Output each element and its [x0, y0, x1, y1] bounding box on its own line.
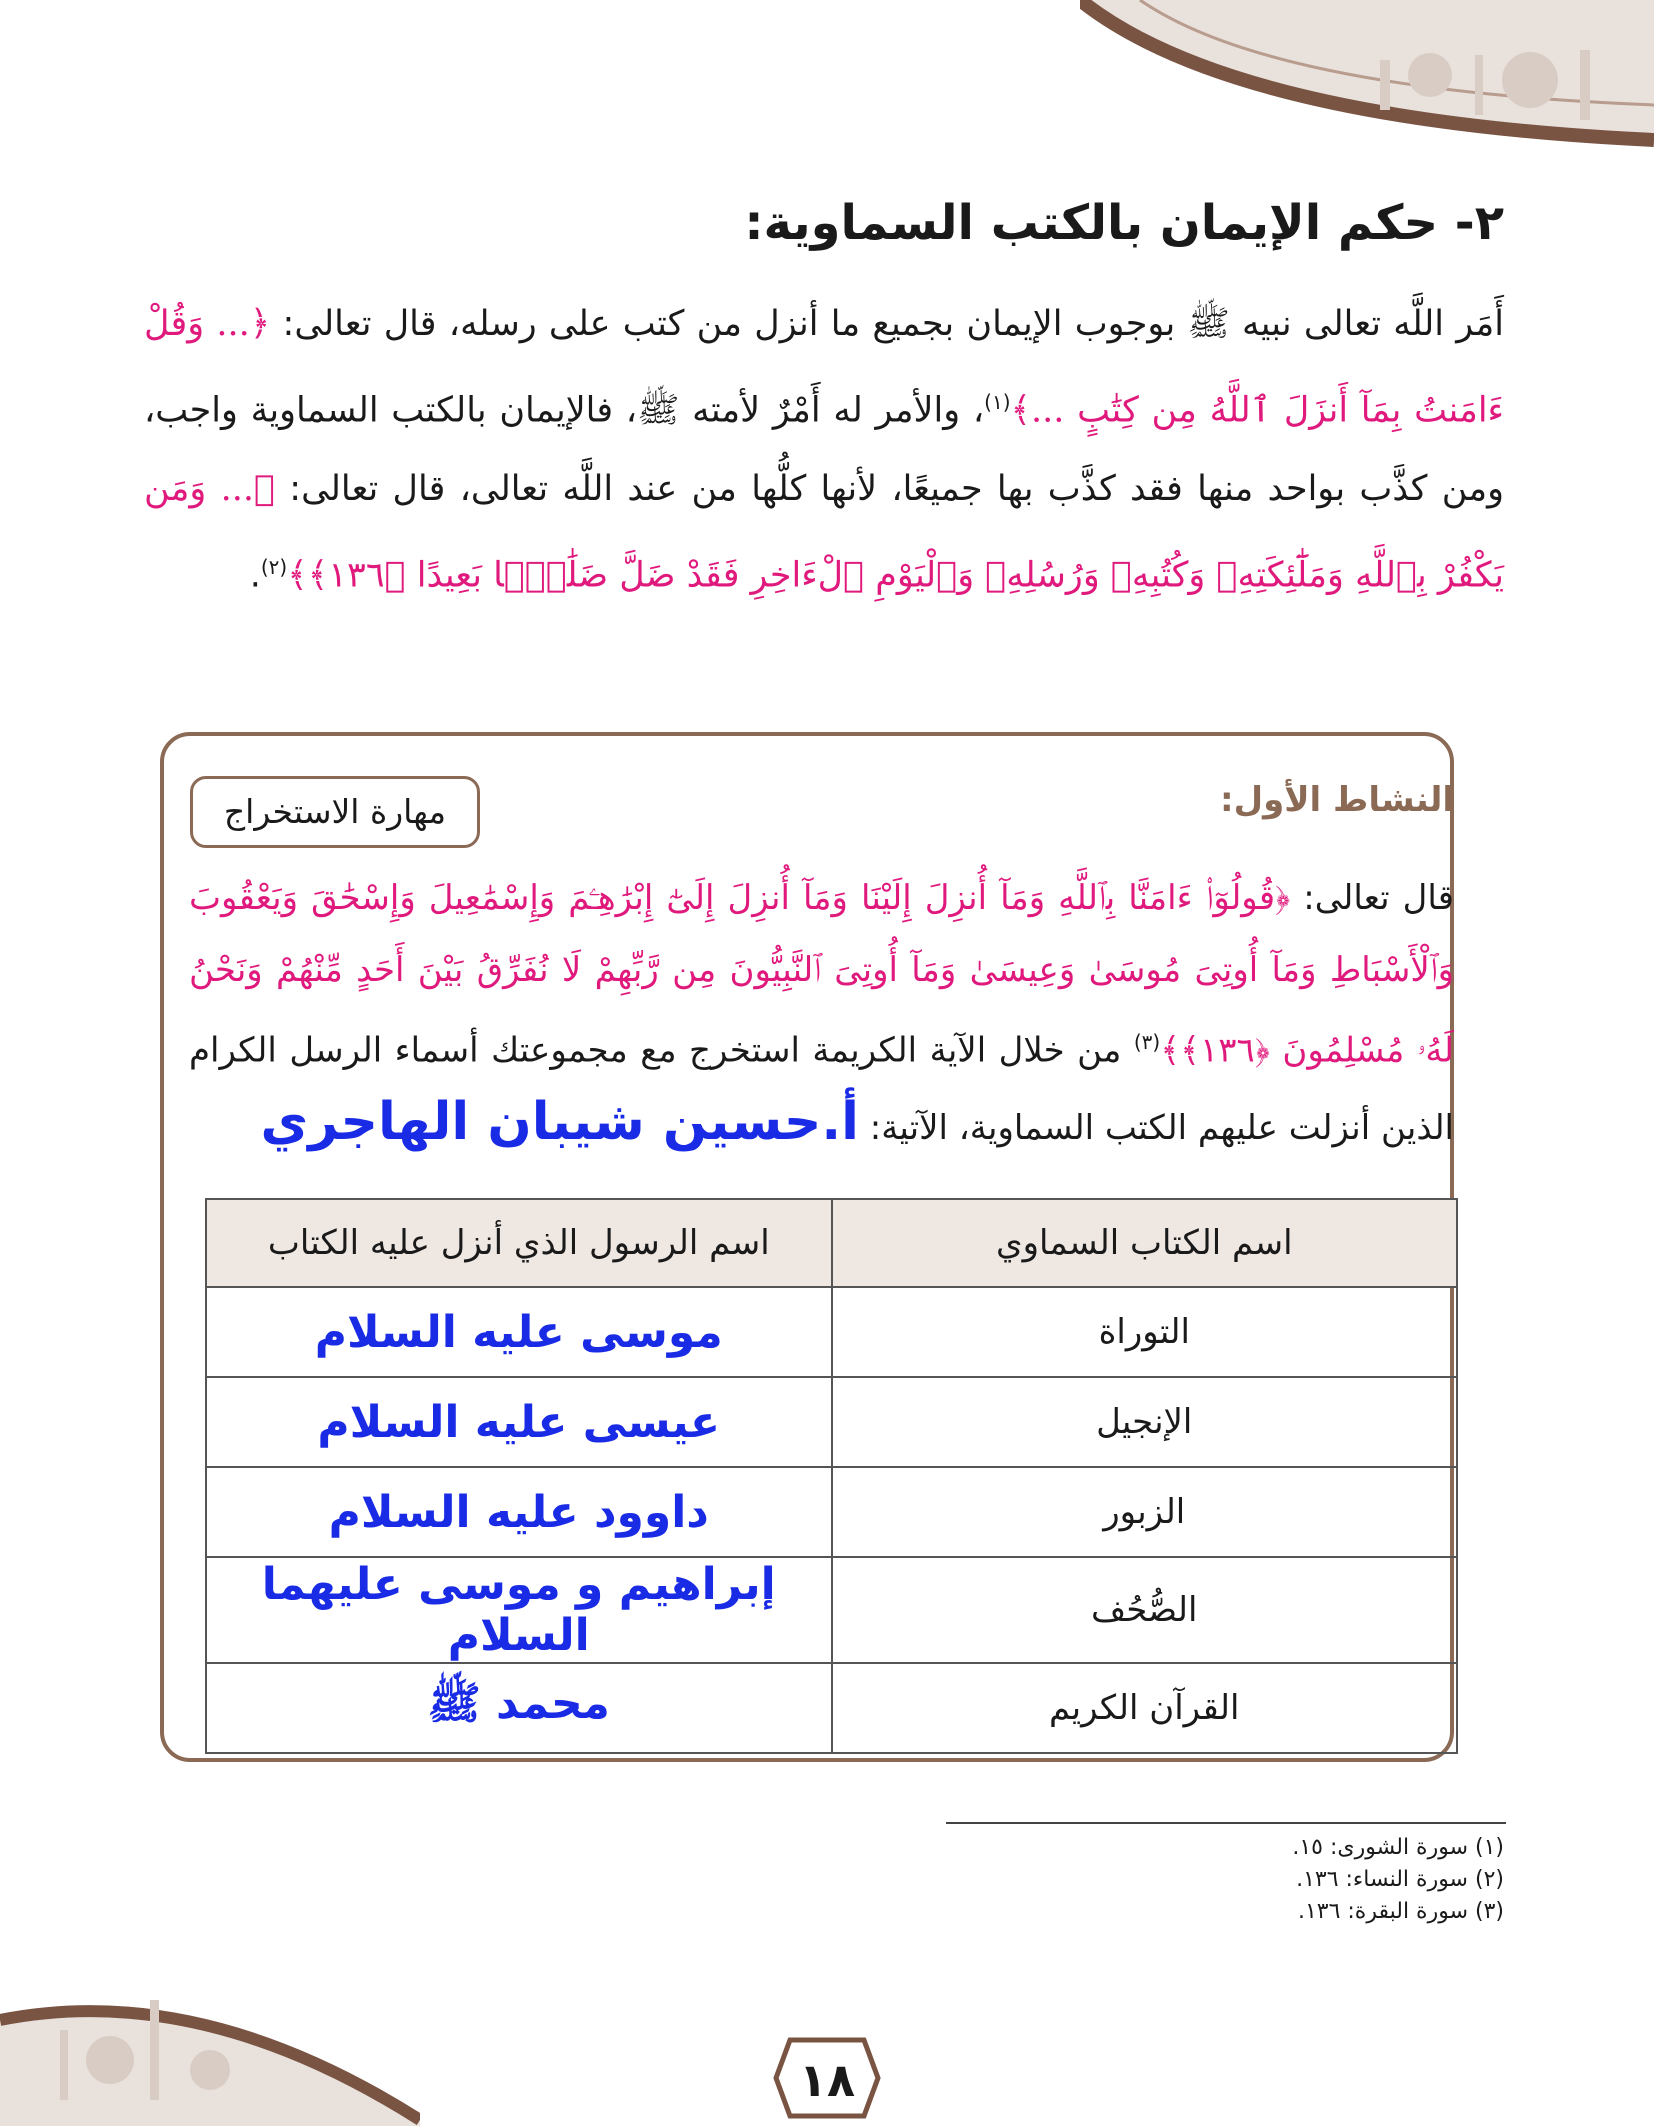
footnote-1: (١) سورة الشورى: ١٥. — [1292, 1835, 1504, 1860]
messenger-cell[interactable]: إبراهيم و موسى عليهما السلام — [206, 1557, 832, 1663]
quran-verse-2: ﴿... وَمَن يَكْفُرْ بِٱللَّهِ وَمَلَٰٓئِكَتِهِۦ وَكُتُبِهِۦ وَرُسُلِهِۦ وَٱلْيَوْمِ ٱلْءَاخِرِ فَقَدْ ضَلَّ ضَلَٰلًۢا بَعِيدًا ﴿١٣٦﴾﴾ — [144, 468, 1504, 596]
messenger-cell[interactable]: موسى عليه السلام — [206, 1287, 832, 1377]
table-row — [206, 1557, 1457, 1663]
table-row — [206, 1467, 1457, 1557]
book-cell: الصُّحُف — [832, 1557, 1458, 1663]
skill-badge: مهارة الاستخراج — [190, 776, 480, 848]
quran-verse-1: ﴿... وَقُلْ ءَامَنتُ بِمَآ أَنزَلَ ٱللَّهُ مِن كِتَٰبٍ ...﴾ — [144, 304, 1504, 431]
paragraph-end: . — [249, 555, 261, 596]
activity-task: من خلال الآية الكريمة استخرج مع مجموعتك أسماء الرسل الكرام الذين أنزلت عليهم الكتب السماوية، الآتية: — [189, 1030, 1454, 1149]
activity-verse: ﴿قُولُوٓا۟ ءَامَنَّا بِٱللَّهِ وَمَآ أُنزِلَ إِلَيْنَا وَمَآ أُنزِلَ إِلَىٰٓ إِبْرَٰهِـۧمَ وَإِسْمَٰعِيلَ وَإِسْحَٰقَ وَيَعْقُوبَ وَٱلْأَسْبَاطِ وَمَآ أُوتِىَ مُوسَىٰ وَعِيسَىٰ وَمَآ أُوتِىَ ٱلنَّبِيُّونَ مِن رَّبِّهِمْ لَا نُفَرِّقُ بَيْنَ أَحَدٍ مِّنْهُمْ وَنَحْنُ لَهُۥ مُسْلِمُونَ ﴿١٣٦﴾﴾ — [189, 878, 1454, 1071]
footnote-divider — [946, 1822, 1506, 1824]
intro-paragraph — [144, 285, 1504, 614]
header-book: اسم الكتاب السماوي — [832, 1199, 1458, 1287]
paragraph-text-2: ، والأمر له أَمْرٌ لأمته ﷺ، فالإيمان بالكتب السماوية واجب، ومن كذَّب بواحد منها فقد كذَّب بها جميعًا، لأنها كلُّها من عند اللَّه تعالى، قال تعالى: — [144, 390, 1504, 509]
messenger-cell[interactable]: محمد ﷺ — [206, 1663, 832, 1753]
top-mosque-decoration — [1080, 0, 1654, 150]
header-messenger: اسم الرسول الذي أنزل عليه الكتاب — [206, 1199, 832, 1287]
table-row — [206, 1287, 1457, 1377]
paragraph-text-1: أَمَر اللَّه تعالى نبيه ﷺ بوجوب الإيمان بجميع ما أنزل من كتب على رسله، قال تعالى: — [282, 304, 1504, 344]
messenger-cell[interactable]: داوود عليه السلام — [206, 1467, 832, 1557]
book-cell: القرآن الكريم — [832, 1663, 1458, 1753]
footnote-ref-2: (٢) — [260, 554, 288, 579]
footnote-ref-3: (٣) — [1133, 1030, 1161, 1054]
page-number: ١٨ — [798, 2053, 856, 2107]
activity-text — [189, 862, 1454, 1164]
footnote-2: (٢) سورة النساء: ١٣٦. — [1296, 1867, 1504, 1892]
book-cell: الزبور — [832, 1467, 1458, 1557]
footnote-ref-1: (١) — [984, 390, 1011, 414]
books-table — [205, 1198, 1458, 1754]
footnotes — [1292, 1832, 1504, 1928]
book-cell: التوراة — [832, 1287, 1458, 1377]
section-heading: ٢- حكم الإيمان بالكتب السماوية: — [744, 195, 1504, 251]
book-cell: الإنجيل — [832, 1377, 1458, 1467]
bottom-mosque-decoration — [0, 1960, 420, 2126]
table-row — [206, 1663, 1457, 1753]
activity-title: النشاط الأول: — [1219, 780, 1454, 820]
teacher-signature: أ.حسين شيبان الهاجري — [260, 1092, 859, 1153]
messenger-cell[interactable]: عيسى عليه السلام — [206, 1377, 832, 1467]
footnote-3: (٣) سورة البقرة: ١٣٦. — [1297, 1899, 1504, 1924]
table-row — [206, 1377, 1457, 1467]
activity-intro: قال تعالى: — [1303, 878, 1454, 918]
table-header-row — [206, 1199, 1457, 1287]
